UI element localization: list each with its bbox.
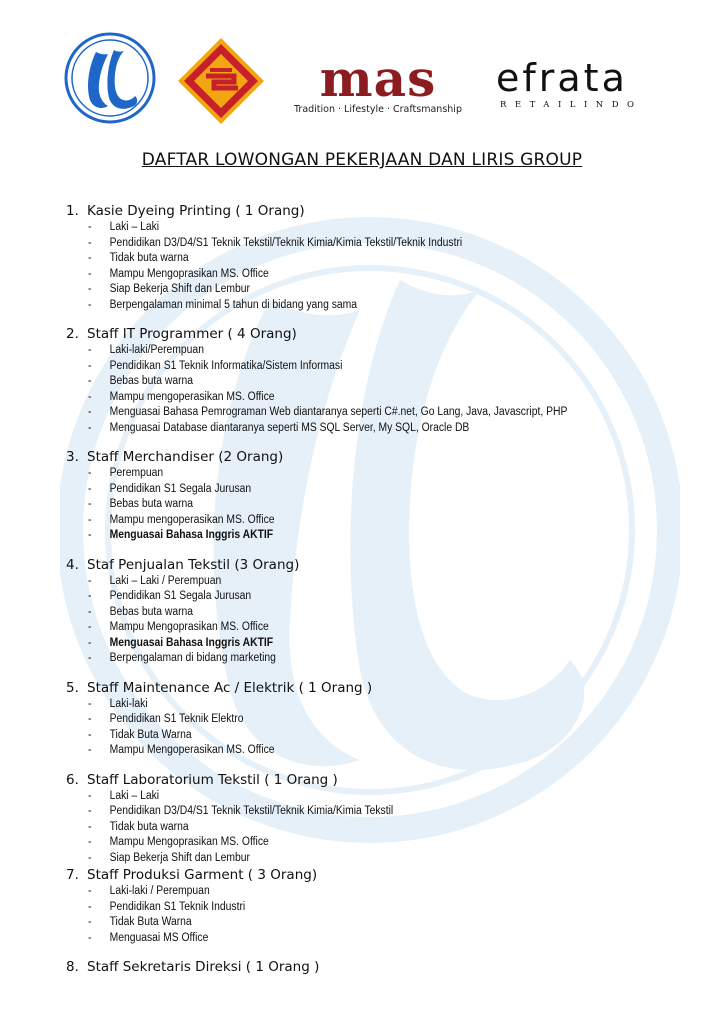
requirement-item [88, 931, 700, 947]
dash-bullet-icon: - [88, 298, 92, 311]
dash-bullet-icon: - [88, 820, 92, 833]
requirement-item [88, 513, 700, 529]
requirement-text: Mampu Mengoprasikan MS. Office [109, 621, 269, 633]
dash-bullet-icon: - [88, 697, 92, 710]
requirement-text: Berpengalaman di bidang marketing [109, 652, 276, 664]
dash-bullet-icon: - [88, 605, 92, 618]
requirement-list [66, 466, 686, 544]
requirement-item [88, 374, 700, 390]
dash-bullet-icon: - [88, 789, 92, 802]
requirement-text: Mampu Mengoperasikan MS. Office [109, 744, 275, 756]
job-number: 8. [66, 959, 79, 975]
dash-bullet-icon: - [88, 221, 92, 233]
requirement-text: Pendidikan D3/D4/S1 Teknik Tekstil/Teknik Kimia/Kimia Tekstil/Teknik Industri [109, 236, 463, 249]
requirement-item [88, 528, 700, 544]
requirement-item [88, 712, 700, 728]
dash-bullet-icon: - [88, 851, 92, 864]
requirement-item [88, 789, 700, 805]
efrata-logo-sub: RETAILINDO [500, 100, 643, 110]
dash-bullet-icon: - [88, 636, 92, 649]
requirement-text: Laki – Laki / Perempuan [109, 574, 222, 587]
page-title: DAFTAR LOWONGAN PEKERJAAN DAN LIRIS GROUP [141, 150, 583, 170]
job-list [66, 202, 686, 988]
requirement-text: Tidak buta warna [109, 820, 189, 833]
requirement-text: Siap Bekerja Shift dan Lembur [109, 283, 250, 295]
job-title-text: Kasie Dyeing Printing ( 1 Orang) [87, 203, 305, 219]
requirement-text: Menguasai Database diantaranya seperti MS SQL Server, My SQL, Oracle DB [109, 421, 470, 434]
requirement-item [88, 267, 700, 283]
requirement-item [88, 236, 700, 252]
requirement-text: Tidak Buta Warna [109, 916, 192, 928]
requirement-item [88, 915, 700, 931]
requirement-text: Bebas buta warna [109, 605, 194, 618]
job-title [66, 679, 686, 697]
dash-bullet-icon: - [88, 498, 92, 510]
requirement-item [88, 251, 700, 267]
efrata-logo [496, 58, 666, 118]
job-item [66, 771, 686, 867]
requirement-text: Mampu mengoperasikan MS. Office [109, 390, 275, 403]
requirement-item [88, 900, 700, 916]
dash-bullet-icon: - [88, 283, 92, 295]
job-number: 3. [66, 449, 79, 465]
job-title-text: Staff Merchandiser (2 Orang) [87, 449, 284, 465]
dl-monogram-icon [64, 32, 156, 124]
requirement-item [88, 220, 700, 236]
requirement-item [88, 282, 700, 298]
requirement-text: Pendidikan D3/D4/S1 Teknik Tekstil/Teknik Kimia/Kimia Tekstil [109, 805, 394, 817]
requirement-list [66, 697, 686, 759]
requirement-item [88, 466, 700, 482]
mas-logo-word: mas [319, 49, 437, 108]
requirement-text: Tidak buta warna [109, 252, 189, 264]
job-item [66, 448, 686, 544]
dash-bullet-icon: - [88, 406, 92, 418]
requirement-text: Laki-laki [109, 697, 148, 710]
dash-bullet-icon: - [88, 375, 92, 387]
requirement-item [88, 743, 700, 759]
requirement-item [88, 298, 700, 314]
requirement-text: Menguasai Bahasa Inggris AKTIF [109, 529, 274, 541]
requirement-text: Mampu Mengoprasikan MS. Office [109, 267, 269, 280]
requirement-text: Menguasai MS Office [109, 931, 209, 944]
requirement-text: Pendidikan S1 Teknik Industri [109, 900, 246, 913]
requirement-item [88, 343, 700, 359]
dash-bullet-icon: - [88, 529, 92, 541]
requirement-item [88, 636, 700, 652]
job-number: 4. [66, 556, 79, 573]
dash-bullet-icon: - [88, 344, 92, 356]
requirement-item [88, 835, 700, 851]
job-title-text: Staff IT Programmer ( 4 Orang) [87, 326, 297, 342]
requirement-item [88, 620, 700, 636]
requirement-text: Tidak Buta Warna [109, 728, 192, 741]
requirement-text: Bebas buta warna [109, 375, 194, 387]
requirement-list [66, 220, 686, 313]
dash-bullet-icon: - [88, 713, 92, 725]
requirement-item [88, 497, 700, 513]
dash-bullet-icon: - [88, 916, 92, 928]
efrata-logo-word: efrata [496, 56, 628, 100]
requirement-text: Laki – Laki [109, 789, 160, 802]
dash-bullet-icon: - [88, 359, 92, 372]
requirement-text: Menguasai Bahasa Pemrograman Web diantaranya seperti C#.net, Go Lang, Java, Javascript, PHP [109, 406, 568, 418]
requirement-text: Laki-laki / Perempuan [109, 885, 210, 897]
dash-bullet-icon: - [88, 267, 92, 280]
job-title-text: Staff Sekretaris Direksi ( 1 Orang ) [87, 959, 320, 975]
requirement-text: Berpengalaman minimal 5 tahun di bidang yang sama [109, 298, 358, 311]
dash-bullet-icon: - [88, 900, 92, 913]
requirement-text: Mampu Mengoprasikan MS. Office [109, 836, 269, 848]
job-title [66, 325, 686, 343]
requirement-list [66, 574, 686, 667]
job-title [66, 958, 686, 976]
requirement-item [88, 804, 700, 820]
requirement-list [66, 789, 686, 867]
requirement-item [88, 482, 700, 498]
requirement-text: Bebas buta warna [109, 498, 194, 510]
requirement-text: Mampu mengoperasikan MS. Office [109, 513, 275, 526]
job-title [66, 771, 686, 789]
dash-bullet-icon: - [88, 744, 92, 756]
requirement-text: Menguasai Bahasa Inggris AKTIF [109, 636, 274, 649]
requirement-item [88, 405, 700, 421]
job-title-text: Staff Laboratorium Tekstil ( 1 Orang ) [87, 771, 338, 788]
dash-bullet-icon: - [88, 728, 92, 741]
requirement-text: Laki-laki/Perempuan [109, 344, 204, 356]
dash-bullet-icon: - [88, 885, 92, 897]
dash-bullet-icon: - [88, 931, 92, 944]
job-title [66, 866, 686, 884]
job-number: 1. [66, 203, 79, 219]
job-title-text: Staff Maintenance Ac / Elektrik ( 1 Orang ) [87, 679, 373, 696]
job-item [66, 325, 686, 436]
requirement-item [88, 605, 700, 621]
dash-bullet-icon: - [88, 513, 92, 526]
job-title-text: Staf Penjualan Tekstil (3 Orang) [87, 556, 300, 573]
requirement-text: Pendidikan S1 Segala Jurusan [109, 590, 252, 602]
requirement-list [66, 343, 686, 436]
requirement-item [88, 651, 700, 667]
dash-bullet-icon: - [88, 574, 92, 587]
job-number: 2. [66, 326, 79, 342]
dash-bullet-icon: - [88, 236, 92, 249]
job-title [66, 556, 686, 574]
dash-bullet-icon: - [88, 252, 92, 264]
logo-row [0, 30, 724, 130]
dash-bullet-icon: - [88, 805, 92, 817]
dash-bullet-icon: - [88, 482, 92, 495]
requirement-text: Siap Bekerja Shift dan Lembur [109, 851, 250, 864]
diamond-g-icon [176, 36, 266, 126]
requirement-text: Pendidikan S1 Segala Jurusan [109, 482, 252, 495]
requirement-item [88, 728, 700, 744]
job-item [66, 866, 686, 946]
job-number: 6. [66, 771, 79, 788]
job-title-text: Staff Produksi Garment ( 3 Orang) [87, 867, 318, 883]
requirement-item [88, 884, 700, 900]
mas-logo [290, 49, 470, 124]
job-number: 5. [66, 679, 79, 696]
job-title [66, 202, 686, 220]
requirement-item [88, 820, 700, 836]
job-title [66, 448, 686, 466]
requirement-text: Pendidikan S1 Teknik Informatika/Sistem Informasi [109, 359, 343, 372]
dash-bullet-icon: - [88, 390, 92, 403]
dash-bullet-icon: - [88, 652, 92, 664]
mas-logo-tagline: Tradition · Lifestyle · Craftsmanship [294, 104, 462, 115]
job-item [66, 202, 686, 313]
job-item [66, 679, 686, 759]
requirement-item [88, 390, 700, 406]
requirement-item [88, 421, 700, 437]
requirement-text: Perempuan [109, 467, 164, 479]
job-item [66, 958, 686, 976]
requirement-item [88, 851, 700, 867]
requirement-item [88, 697, 700, 713]
job-item [66, 556, 686, 667]
requirement-item [88, 359, 700, 375]
dash-bullet-icon: - [88, 421, 92, 434]
requirement-text: Laki – Laki [109, 221, 160, 233]
dash-bullet-icon: - [88, 590, 92, 602]
requirement-item [88, 589, 700, 605]
requirement-text: Pendidikan S1 Teknik Elektro [109, 713, 244, 725]
job-number: 7. [66, 867, 79, 883]
dash-bullet-icon: - [88, 467, 92, 479]
dash-bullet-icon: - [88, 836, 92, 848]
requirement-item [88, 574, 700, 590]
dash-bullet-icon: - [88, 621, 92, 633]
requirement-list [66, 884, 686, 946]
